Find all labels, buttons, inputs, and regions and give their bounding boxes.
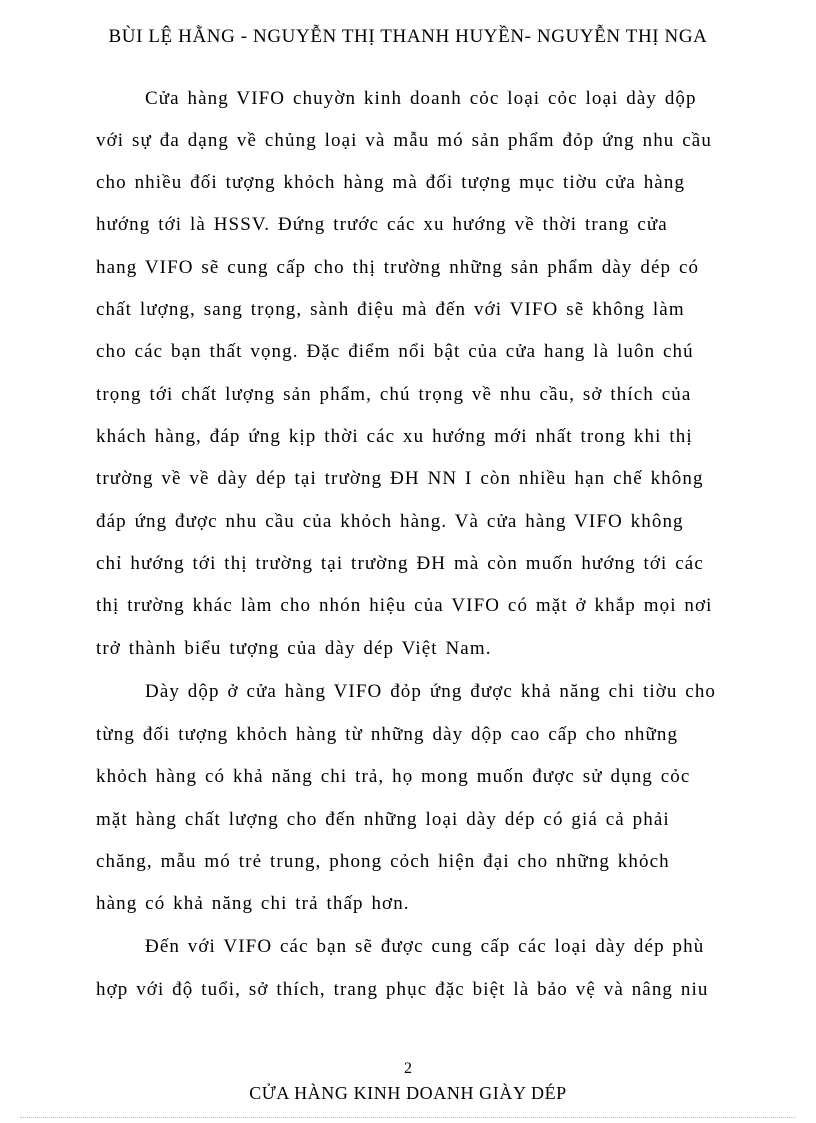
text-line: trường về về dày dép tại trường ĐH NN I còn nhiều hạn chế không (96, 468, 704, 489)
page-header: BÙI LỆ HẰNG - NGUYỄN THỊ THANH HUYỀN- NGUYỄN THỊ NGA (108, 26, 708, 47)
page-footer: CỬA HÀNG KINH DOANH GIÀY DÉP (249, 1083, 567, 1103)
page-number: 2 (404, 1060, 412, 1077)
text-line: đáp ứng được nhu cầu của khỏch hàng. Và cửa hàng VIFO không (96, 511, 684, 532)
text-line: với sự đa dạng về chủng loại và mẫu mó sản phẩm đỏp ứng nhu cầu (96, 130, 712, 151)
text-line: chăng, mẫu mó trẻ trung, phong cỏch hiện đại cho những khỏch (96, 851, 670, 872)
text-line: cho các bạn thất vọng. Đặc điểm nổi bật của cửa hang là luôn chú (96, 341, 694, 362)
text-line: hợp với độ tuổi, sở thích, trang phục đặc biệt là bảo vệ và nâng niu (96, 979, 709, 1000)
text-line: chỉ hướng tới thị trường tại trường ĐH mà còn muốn hướng tới các (96, 553, 704, 574)
footer-divider (20, 1117, 796, 1118)
text-line: cho nhiều đối tượng khỏch hàng mà đối tượng mục tiờu cửa hàng (96, 172, 686, 193)
text-line: khỏch hàng có khả năng chi trả, họ mong muốn được sử dụng cỏc (96, 766, 691, 787)
text-line: hướng tới là HSSV. Đứng trước các xu hướng về thời trang cửa (96, 214, 668, 235)
text-line: trọng tới chất lượng sản phẩm, chú trọng về nhu cầu, sở thích của (96, 384, 692, 405)
text-line: chất lượng, sang trọng, sành điệu mà đến với VIFO sẽ không làm (96, 299, 685, 320)
text-line: hang VIFO sẽ cung cấp cho thị trường những sản phẩm dày dép có (96, 257, 700, 278)
text-line: Dày dộp ở cửa hàng VIFO đỏp ứng được khả năng chi tiờu cho (145, 681, 717, 702)
text-line: hàng có khả năng chi trả thấp hơn. (96, 893, 410, 914)
text-line: mặt hàng chất lượng cho đến những loại dày dép có giá cả phải (96, 809, 670, 830)
text-line: thị trường khác làm cho nhón hiệu của VIFO có mặt ở khắp mọi nơi (96, 595, 713, 616)
text-line: Cửa hàng VIFO chuyờn kinh doanh cỏc loại cỏc loại dày dộp (145, 88, 697, 109)
text-line: từng đối tượng khỏch hàng từ những dày dộp cao cấp cho những (96, 724, 679, 745)
text-line: khách hàng, đáp ứng kịp thời các xu hướng mới nhất trong khi thị (96, 426, 693, 447)
text-line: Đến với VIFO các bạn sẽ được cung cấp các loại dày dép phù (145, 936, 705, 957)
text-line: trở thành biểu tượng của dày dép Việt Nam. (96, 638, 492, 659)
